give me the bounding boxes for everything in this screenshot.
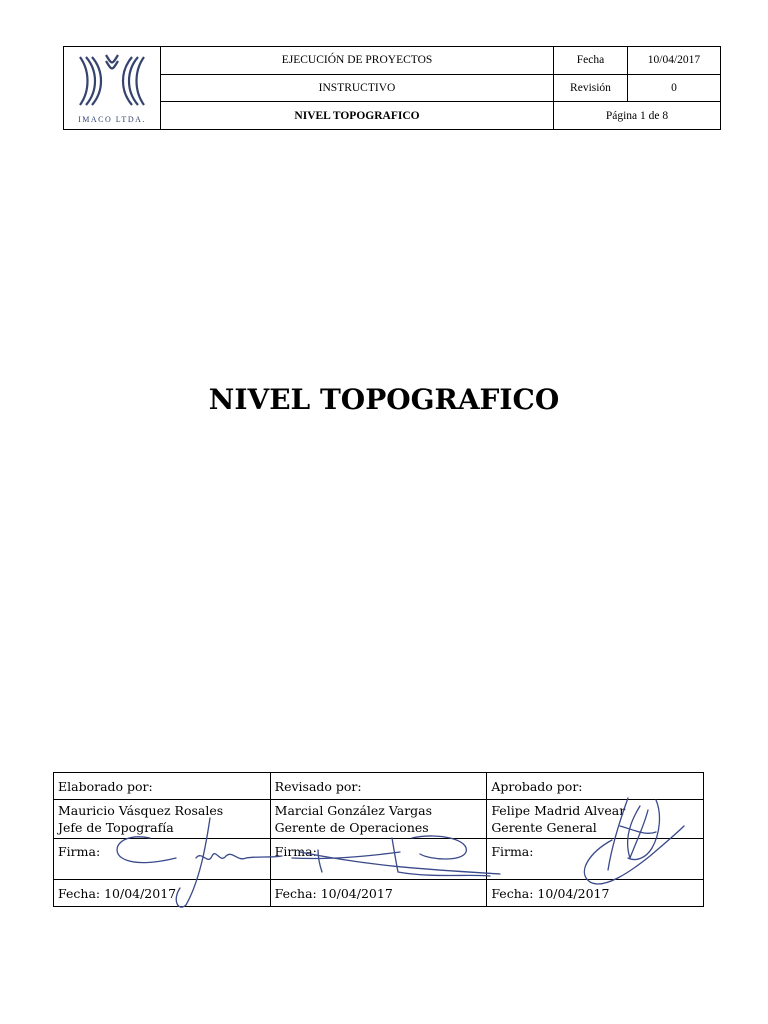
signature-table [53, 772, 704, 907]
logo-text: IMACO LTDA. [78, 115, 146, 124]
elaborado-firma: Firma: [54, 839, 271, 880]
elaborado-position: Jefe de Topografía [58, 820, 174, 835]
header-date-value: 10/04/2017 [628, 47, 721, 75]
elaborado-label: Elaborado por: [54, 773, 271, 800]
aprobado-firma: Firma: [487, 839, 704, 880]
header-doc-name: NIVEL TOPOGRAFICO [161, 102, 554, 130]
aprobado-name: Felipe Madrid Alvear [491, 803, 626, 818]
aprobado-position: Gerente General [491, 820, 597, 835]
header-revision-label: Revisión [554, 74, 628, 102]
aprobado-fecha: Fecha: 10/04/2017 [487, 880, 704, 907]
header-date-label: Fecha [554, 47, 628, 75]
revisado-person [270, 800, 487, 839]
imaco-logo-icon [76, 53, 148, 109]
header-revision-value: 0 [628, 74, 721, 102]
document-header-table [63, 46, 721, 130]
header-doc-type: INSTRUCTIVO [161, 74, 554, 102]
company-logo [64, 47, 160, 129]
revisado-position: Gerente de Operaciones [274, 820, 429, 835]
elaborado-fecha: Fecha: 10/04/2017 [54, 880, 271, 907]
header-page-number: Página 1 de 8 [554, 102, 721, 130]
revisado-firma: Firma: [270, 839, 487, 880]
aprobado-person [487, 800, 704, 839]
revisado-name: Marcial González Vargas [274, 803, 433, 818]
elaborado-person [54, 800, 271, 839]
aprobado-label: Aprobado por: [487, 773, 704, 800]
logo-cell [64, 47, 161, 130]
elaborado-name: Mauricio Vásquez Rosales [58, 803, 224, 818]
revisado-fecha: Fecha: 10/04/2017 [270, 880, 487, 907]
header-process: EJECUCIÓN DE PROYECTOS [161, 47, 554, 75]
document-title: NIVEL TOPOGRAFICO [208, 383, 560, 416]
revisado-label: Revisado por: [270, 773, 487, 800]
